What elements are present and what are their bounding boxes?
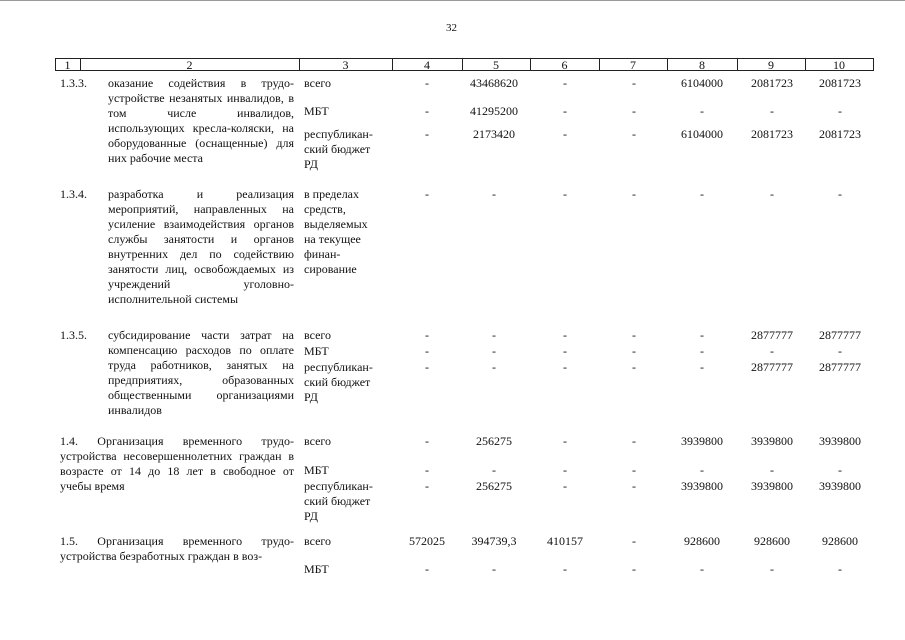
cell: -: [425, 434, 429, 448]
source-regional-budget: республикан-ский бюджет РД: [304, 479, 373, 523]
cell: 3939800: [819, 434, 861, 448]
source-total: всего: [304, 76, 332, 90]
cell: -: [492, 328, 496, 342]
cell: -: [563, 463, 567, 477]
cell: -: [425, 328, 429, 342]
cell: -: [492, 562, 496, 576]
source-mbt: МБТ: [304, 562, 329, 576]
cell: -: [425, 463, 429, 477]
cell: -: [492, 463, 496, 477]
cell: 3939800: [819, 479, 861, 493]
col-header-3: 3: [299, 58, 392, 71]
cell: 256275: [476, 479, 512, 493]
cell: 41295200: [470, 104, 518, 118]
cell: 3939800: [751, 479, 793, 493]
cell: -: [632, 328, 636, 342]
cell: 410157: [547, 534, 583, 548]
col-header-9: 9: [737, 58, 805, 71]
cell: -: [700, 463, 704, 477]
cell: 572025: [409, 534, 445, 548]
cell: 928600: [754, 534, 790, 548]
cell: -: [770, 344, 774, 358]
cell: -: [563, 562, 567, 576]
source-mbt: МБТ: [304, 463, 329, 477]
cell: 6104000: [681, 76, 723, 90]
cell: -: [563, 360, 567, 374]
cell: -: [700, 344, 704, 358]
col-header-6: 6: [530, 58, 599, 71]
cell: -: [838, 463, 842, 477]
row-code: 1.3.4.: [60, 187, 87, 201]
source-total: всего: [304, 534, 332, 548]
cell: -: [632, 127, 636, 141]
cell: -: [700, 104, 704, 118]
source-within-budget: в пределах средств, выделяемых на текущее финан-сирование: [304, 187, 368, 276]
cell: 3939800: [751, 434, 793, 448]
source-regional-budget: республикан-ский бюджет РД: [304, 127, 373, 171]
cell: -: [700, 187, 704, 201]
cell: -: [492, 187, 496, 201]
cell: -: [770, 463, 774, 477]
cell: -: [838, 344, 842, 358]
cell: -: [563, 76, 567, 90]
source-regional-budget: республикан-ский бюджет РД: [304, 360, 373, 404]
cell: -: [425, 360, 429, 374]
cell: -: [770, 104, 774, 118]
cell: -: [563, 104, 567, 118]
cell: -: [425, 479, 429, 493]
cell: 256275: [476, 434, 512, 448]
source-total: всего: [304, 434, 332, 448]
cell: 3939800: [681, 479, 723, 493]
row-description: оказание содействия в трудо-устройстве незанятых инвалидов, в том числе инвалидов, использующих кресла-коляски, на оборудованные (оснащенные) для них рабочие места: [108, 76, 294, 165]
cell: -: [838, 562, 842, 576]
cell: -: [632, 562, 636, 576]
source-total: всего: [304, 328, 332, 342]
col-header-7: 7: [599, 58, 667, 71]
row-code: 1.3.5.: [60, 328, 87, 342]
cell: 2173420: [473, 127, 515, 141]
cell: -: [838, 187, 842, 201]
cell: 2877777: [819, 328, 861, 342]
cell: -: [425, 344, 429, 358]
cell: -: [838, 104, 842, 118]
cell: -: [632, 434, 636, 448]
cell: -: [563, 187, 567, 201]
row-code: 1.3.3.: [60, 76, 87, 90]
col-header-4: 4: [392, 58, 462, 71]
cell: -: [563, 127, 567, 141]
cell: -: [563, 328, 567, 342]
cell: -: [492, 360, 496, 374]
cell: -: [700, 328, 704, 342]
cell: -: [425, 562, 429, 576]
cell: -: [632, 534, 636, 548]
row-description: субсидирование части затрат на компенсацию расходов по оплате труда работников, занятых на предприятиях, образованных общественными организациями инвалидов: [108, 328, 294, 417]
cell: 394739,3: [471, 534, 517, 548]
cell: -: [770, 187, 774, 201]
col-header-5: 5: [462, 58, 530, 71]
cell: -: [425, 127, 429, 141]
cell: -: [632, 187, 636, 201]
source-mbt: МБТ: [304, 104, 329, 118]
cell: -: [563, 434, 567, 448]
cell: 3939800: [681, 434, 723, 448]
cell: -: [425, 187, 429, 201]
cell: -: [632, 479, 636, 493]
cell: 6104000: [681, 127, 723, 141]
cell: 2081723: [751, 76, 793, 90]
page-number: 32: [446, 22, 457, 34]
cell: 2877777: [751, 328, 793, 342]
cell: -: [632, 104, 636, 118]
cell: -: [700, 360, 704, 374]
cell: 2081723: [751, 127, 793, 141]
col-header-10: 10: [805, 58, 873, 71]
cell: -: [632, 344, 636, 358]
cell: -: [425, 104, 429, 118]
cell: 2081723: [819, 127, 861, 141]
cell: -: [632, 463, 636, 477]
cell: -: [425, 76, 429, 90]
cell: 43468620: [470, 76, 518, 90]
cell: -: [632, 76, 636, 90]
cell: 928600: [822, 534, 858, 548]
cell: -: [700, 562, 704, 576]
row-description: 1.5. Организация временного трудо-устройства безработных граждан в воз-: [60, 534, 294, 563]
cell: -: [563, 344, 567, 358]
cell: 2081723: [819, 76, 861, 90]
cell: 928600: [684, 534, 720, 548]
cell: -: [563, 479, 567, 493]
page-top-border: [0, 0, 905, 1]
cell: -: [770, 562, 774, 576]
col-header-8: 8: [667, 58, 737, 71]
cell: -: [632, 360, 636, 374]
cell: 2877777: [751, 360, 793, 374]
source-mbt: МБТ: [304, 344, 329, 358]
col-header-2: 2: [80, 58, 299, 71]
col-header-1: 1: [55, 58, 80, 71]
row-description: разработка и реализация мероприятий, направленных на усиление взаимодействия органов службы занятости и органов внутренних дел по содействию занятости лиц, освобождаемых из учреждений уголовно-исполнительной системы: [108, 187, 294, 306]
cell: -: [492, 344, 496, 358]
row-description: 1.4. Организация временного трудо-устройства несовершеннолетних граждан в возрасте от 14 до 18 лет в свободное от учебы время: [60, 434, 294, 493]
cell: 2877777: [819, 360, 861, 374]
